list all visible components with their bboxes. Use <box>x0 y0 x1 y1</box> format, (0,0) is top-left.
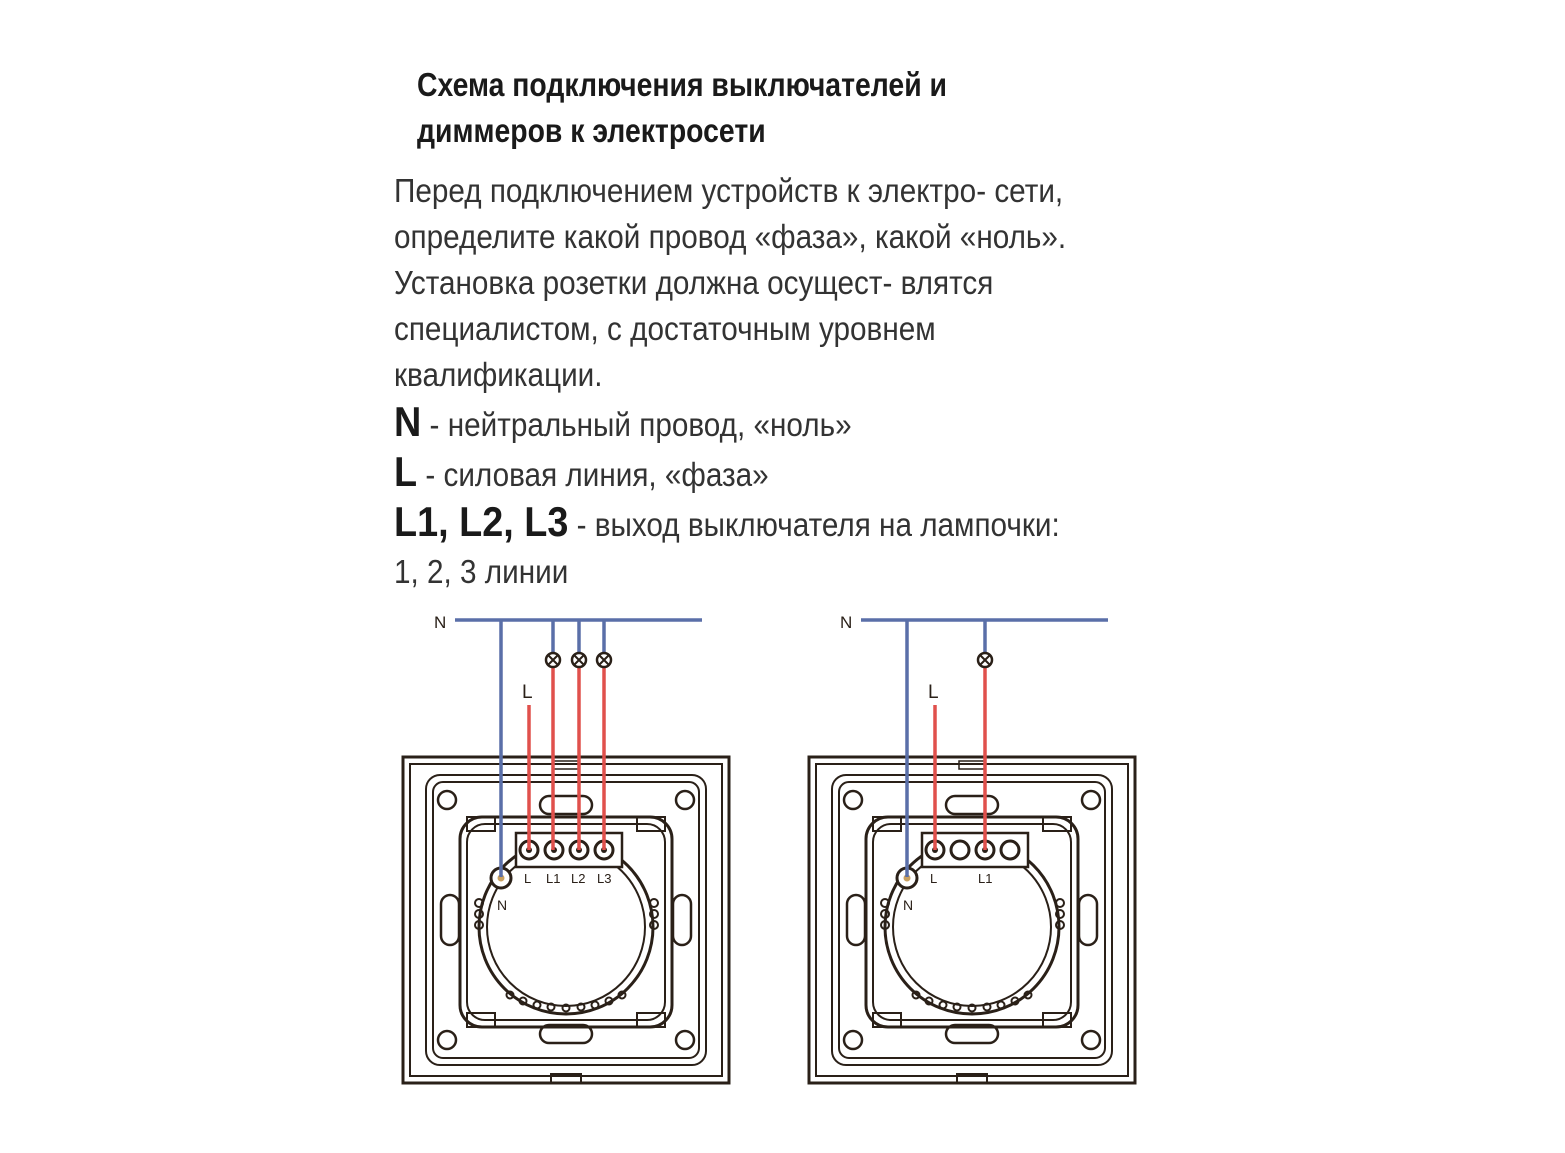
wire-label-n: N <box>434 613 447 632</box>
lamp-icon <box>978 653 992 667</box>
legend-text-l: - силовая линия, «фаза» <box>417 456 769 493</box>
terminal-label-l: L <box>930 871 938 886</box>
terminal-label-l1: L1 <box>978 871 993 886</box>
title-line-1: Схема подключения выключателей и <box>417 66 948 103</box>
intro-line-4: специалистом, с достаточным уровнем <box>394 310 936 347</box>
wire-label-l: L <box>928 682 939 703</box>
terminal-label-l2: L2 <box>571 871 586 886</box>
diagram-three-gang <box>403 613 729 1083</box>
wire-label-l: L <box>522 682 533 703</box>
legend-key-l123: L1, L2, L3 <box>394 498 569 545</box>
lamp-icon <box>546 653 560 667</box>
terminal-label-l1: L1 <box>546 871 561 886</box>
legend-key-l: L <box>394 448 418 495</box>
terminal-label-l3: L3 <box>597 871 612 886</box>
legend-row-l123-cont: 1, 2, 3 линии <box>394 553 569 590</box>
terminal-label-n: N <box>903 897 914 913</box>
terminal-label-n: N <box>497 897 508 913</box>
lamp-icon <box>597 653 611 667</box>
legend-text-l123: - выход выключателя на лампочки: <box>568 506 1060 543</box>
diagram-single-gang <box>809 613 1135 1083</box>
intro-line-3: Установка розетки должна осущест- влятся <box>394 264 994 301</box>
wire-label-n: N <box>840 613 853 632</box>
legend-text-n: - нейтральный провод, «ноль» <box>421 406 852 443</box>
legend-key-n: N <box>394 398 422 445</box>
lamp-icon <box>572 653 586 667</box>
terminal-label-l: L <box>524 871 532 886</box>
title-line-2: диммеров к электросети <box>417 112 766 149</box>
intro-line-5: квалификации. <box>394 356 603 393</box>
intro-line-1: Перед подключением устройств к электро- сети, <box>394 172 1064 209</box>
intro-line-2: определите какой провод «фаза», какой «ноль». <box>394 218 1067 255</box>
